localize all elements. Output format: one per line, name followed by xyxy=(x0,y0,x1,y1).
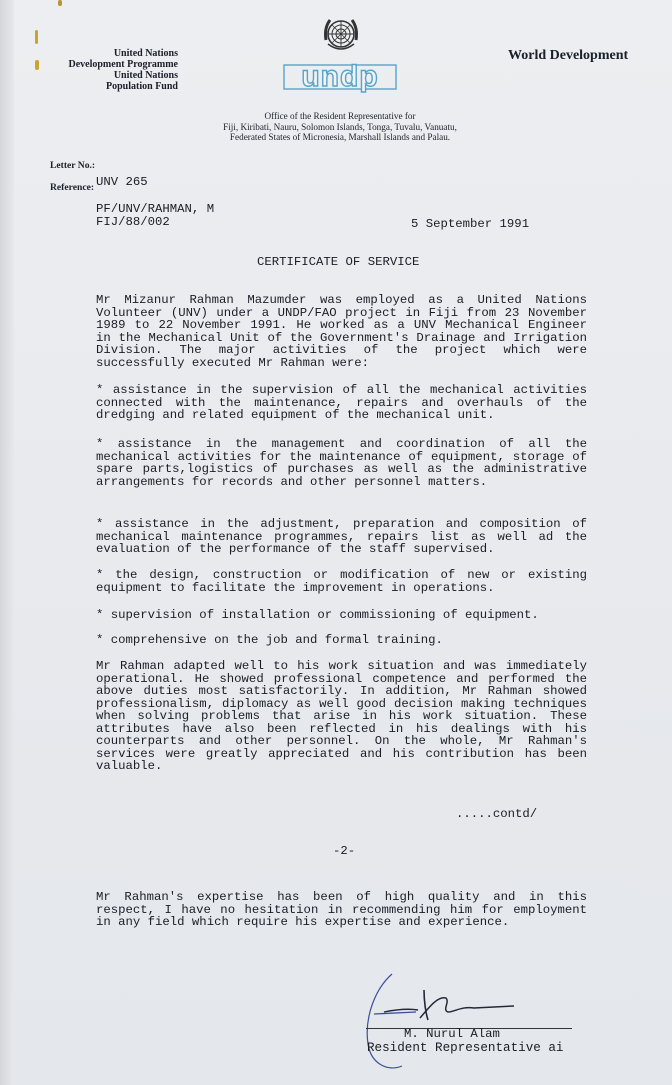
activity-item: * assistance in the management and coordination of all the mechanical activities for the maintenance of equipment, storage of spare parts,logistics of purchases as well as the administrative arrangements for records and other personnel matters. xyxy=(96,437,587,489)
undp-logo xyxy=(282,57,398,105)
binding-edge xyxy=(0,0,14,1085)
reference-line: UNV 265 xyxy=(96,175,148,189)
letter-date: 5 September 1991 xyxy=(411,217,530,231)
office-line: Office of the Resident Representative for xyxy=(264,111,416,121)
signatory-title: Resident Representative ai xyxy=(367,1041,564,1055)
reference-line: FIJ/88/002 xyxy=(96,215,170,229)
page-number: -2- xyxy=(333,844,356,858)
org-line: United Nations xyxy=(113,48,178,59)
un-emblem-icon xyxy=(320,14,362,54)
signatory-name: M. Nurul Alam xyxy=(404,1027,500,1041)
intro-paragraph: Mr Mizanur Rahman Mazumder was employed as a United Nations Volunteer (UNV) under a UNDP/FAO project in Fiji from 23 November 1989 to 22 November 1991. He worked as a UNV Mechanical Engineer in the Mechanical Unit of the Government's Drainage and Irrigation Division. The major activities of the project which were successfully executed Mr Rahman were: xyxy=(96,293,587,370)
reference-label: Reference: xyxy=(50,182,95,193)
recommendation-paragraph: Mr Rahman's expertise has been of high quality and in this respect, I have no hesitation in recommending him for employment in any field which require his expertise and experience. xyxy=(96,890,587,929)
world-development-title: World Development xyxy=(508,48,629,63)
activity-item: * supervision of installation or commissioning of equipment. xyxy=(96,608,539,622)
activity-item: * comprehensive on the job and formal training. xyxy=(96,633,443,647)
org-line: Population Fund xyxy=(106,81,178,92)
letter-no-label: Letter No.: xyxy=(50,160,96,171)
punch-mark xyxy=(35,60,39,70)
punch-mark xyxy=(58,0,62,6)
org-line: United Nations xyxy=(113,70,178,81)
certificate-title: CERTIFICATE OF SERVICE xyxy=(257,255,420,269)
reference-line: PF/UNV/RAHMAN, M xyxy=(96,202,215,216)
org-line: Development Programme xyxy=(68,59,178,70)
activity-item: * assistance in the supervision of all the mechanical activities connected with the maintenance, repairs and overhauls of the dredging and related equipment of the mechanical unit. xyxy=(96,383,587,422)
continued-marker: .....contd/ xyxy=(456,807,538,821)
closing-paragraph: Mr Rahman adapted well to his work situation and was immediately operational. He showed professional competence and performed the above duties most satisfactorily. In addition, Mr Rahman showed professionalism, diplomacy as well good decision making techniques when solving problems that arise in his work situation. These attributes have also been reflected in his dealings with his counterparts and other personnel. On the whole, Mr Rahman's services were greatly appreciated and his contribution has been valuable. xyxy=(96,659,587,773)
svg-text:undp: undp xyxy=(301,60,379,93)
office-line: Federated States of Micronesia, Marshall Islands and Palau. xyxy=(229,132,451,143)
organization-names xyxy=(40,48,178,92)
activity-item: * the design, construction or modification of new or existing equipment to facilitate the improvement in operations. xyxy=(96,568,587,595)
handwritten-signature xyxy=(354,966,534,1076)
office-address xyxy=(150,111,530,143)
activity-item: * assistance in the adjustment, preparation and composition of mechanical maintenance programmes, repairs list as well ad the evaluation of the performance of the staff supervised. xyxy=(96,517,587,556)
punch-mark xyxy=(35,30,38,44)
office-line: Fiji, Kiribati, Nauru, Solomon Islands, Tonga, Tuvalu, Vanuatu, xyxy=(223,121,457,132)
